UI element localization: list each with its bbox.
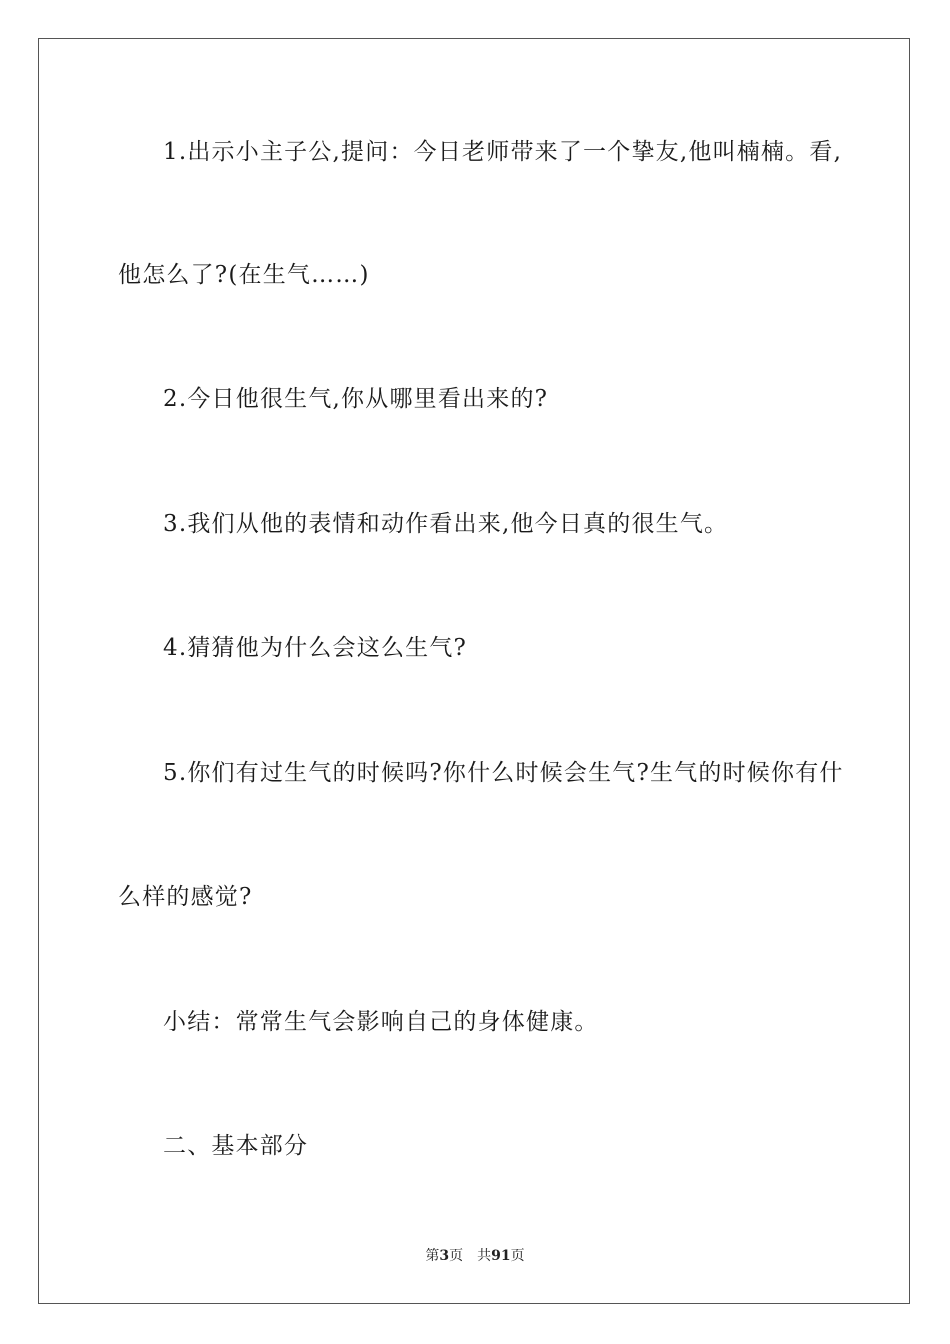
- footer-prefix: 第: [425, 1248, 440, 1264]
- section-heading: 二、基本部分: [163, 1133, 309, 1159]
- paragraph-3: 3.我们从他的表情和动作看出来,他今日真的很生气。: [163, 511, 729, 537]
- paragraph-5-line-2: 么样的感觉?: [118, 884, 253, 910]
- paragraph-2: 2.今日他很生气,你从哪里看出来的?: [163, 386, 549, 412]
- footer-total-suffix: 页: [510, 1248, 525, 1264]
- page-footer: [0, 1246, 950, 1266]
- footer-page-number: 3: [439, 1248, 450, 1264]
- paragraph-4: 4.猜猜他为什么会这么生气?: [163, 635, 468, 661]
- summary-paragraph: 小结：常常生气会影响自己的身体健康。: [163, 1009, 599, 1035]
- page-border: [38, 38, 910, 1304]
- paragraph-5-line-1: 5.你们有过生气的时候吗?你什么时候会生气?生气的时候你有什: [163, 760, 844, 786]
- footer-total-prefix: 共: [477, 1248, 492, 1264]
- paragraph-1-line-1: 1.出示小主子公,提问：今日老师带来了一个挚友,他叫楠楠。看,: [163, 139, 843, 165]
- paragraph-1-line-2: 他怎么了?(在生气……): [118, 262, 370, 288]
- footer-page-suffix: 页: [449, 1248, 464, 1264]
- footer-total-pages: 91: [491, 1248, 511, 1264]
